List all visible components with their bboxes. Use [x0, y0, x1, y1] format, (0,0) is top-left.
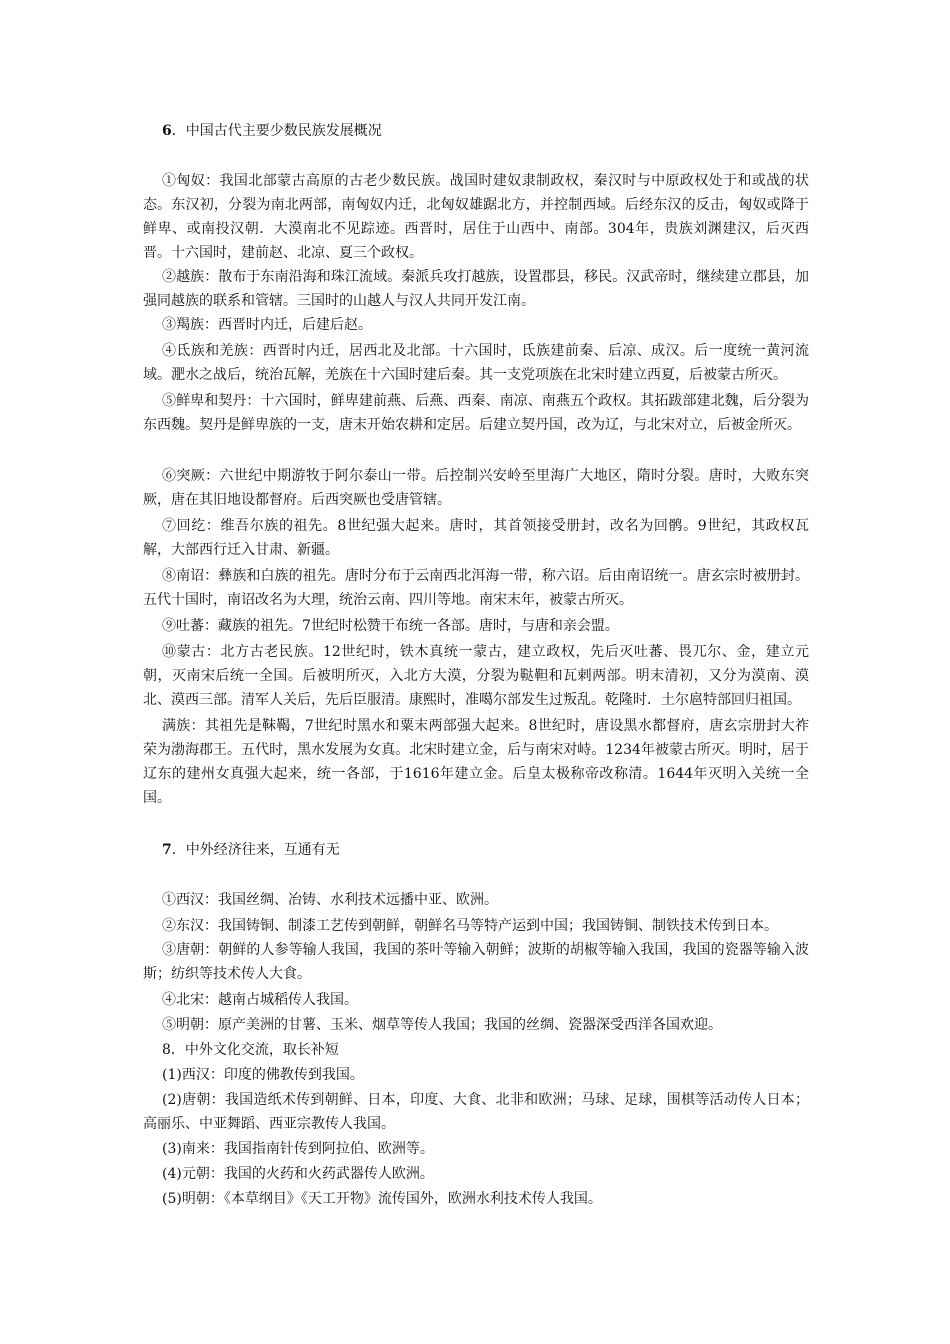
paragraph-di-qiang: ④氐族和羌族：西晋时内迁，居西北及北部。十六国时，氐族建前秦、后凉、成汉。后一度统一黄河流域。淝水之战后，统治瓦解，羌族在十六国时建后秦。其一支党项族在北宋时建立西夏，后被蒙古所灭。 — [143, 343, 809, 383]
paragraph-xianbei-qidan: ⑤鲜卑和契丹：十六国时，鲜卑建前燕、后燕、西秦、南凉、南燕五个政权。其拓跋部建北魏，后分裂为东西魏。契丹是鲜卑族的一支，唐末开始农耕和定居。后建立契丹国，改为辽，与北宋对立，后被金所灭。 — [143, 393, 809, 433]
paragraph-tubo: ⑨吐蕃：藏族的祖先。7世纪时松赞干布统一各部。唐时，与唐和亲会盟。 — [162, 618, 619, 634]
paragraph-manzu: 满族：其祖先是靺鞨，7世纪时黑水和粟末两部强大起来。8世纪时，唐设黑水都督府，唐玄宗册封大祚荣为渤海郡王。五代时，黑水发展为女真。北宋时建立金，后与南宋对峙。1234年被蒙古所灭。明时，居于辽东的建州女真强大起来，统一各部，于1616年建立金。后皇太极称帝改称清。1644年灭明入关统一全国。 — [143, 718, 809, 806]
section-7-title: ．中外经济往来，互通有无 — [171, 842, 340, 858]
paragraph-xiongnu: ①匈奴：我国北部蒙古高原的古老少数民族。战国时建奴隶制政权，秦汉时与中原政权处于和或战的状态。东汉初，分裂为南北两部，南匈奴内迁，北匈奴雄踞北方，并控制西域。后经东汉的反击，匈奴或降于鲜卑、或南投汉朝．大漠南北不见踪迹。西晋时，居住于山西中、南部。304年，贵族刘渊建汉，后灭西晋。十六国时，建前赵、北凉、夏三个政权。 — [143, 173, 809, 261]
paragraph-tujue: ⑥突厥：六世纪中期游牧于阿尔泰山一带。后控制兴安岭至里海广大地区，隋时分裂。唐时，大败东突厥，唐在其旧地设都督府。后西突厥也受唐管辖。 — [143, 468, 809, 508]
paragraph-nanzhao: ⑧南诏：彝族和白族的祖先。唐时分布于云南西北洱海一带，称六诏。后由南诏统一。唐玄宗时被册封。五代十国时，南诏改名为大理，统治云南、四川等地。南宋末年，被蒙古所灭。 — [143, 568, 809, 608]
paragraph-xihan-economy: ①西汉：我国丝绸、冶铸、水利技术远播中亚、欧洲。 — [162, 892, 498, 908]
section-7-number: 7 — [162, 842, 172, 858]
paragraph-menggu: ⑩蒙古：北方古老民族。12世纪时，铁木真统一蒙古，建立政权，先后灭吐蕃、畏兀尔、金，建立元朝，灭南宋后统一全国。后被明所灭，入北方大漠，分裂为鞑靼和瓦剌两部。明末清初，又分为漠南、漠北、漠西三部。清军人关后，先后臣服清。康熙时，准噶尔部发生过叛乱。乾隆时．土尔扈特部回归祖国。 — [143, 644, 809, 708]
paragraph-yue: ②越族：散布于东南沿海和珠江流域。秦派兵攻打越族，设置郡县，移民。汉武帝时，继续建立郡县，加强同越族的联系和管辖。三国时的山越人与汉人共同开发江南。 — [143, 269, 809, 309]
paragraph-tang-economy: ③唐朝：朝鲜的人参等输人我国，我国的茶叶等输入朝鲜；波斯的胡椒等输入我国，我国的瓷器等输入波斯；纺织等技术传人大食。 — [143, 942, 809, 982]
section-6-heading — [162, 121, 382, 141]
paragraph-beisong-economy: ④北宋：越南占城稻传人我国。 — [162, 992, 358, 1008]
paragraph-donghan-economy: ②东汉：我国铸铜、制漆工艺传到朝鲜，朝鲜名马等特产运到中国；我国铸铜、制铁技术传到日本。 — [162, 918, 778, 934]
paragraph-ming-culture: (5)明朝：《本草纲目》《天工开物》流传国外，欧洲水利技术传人我国。 — [162, 1191, 602, 1207]
paragraph-jie: ③羯族：西晋时内迁，后建后赵。 — [162, 317, 372, 333]
paragraph-tang-culture: (2)唐朝：我国造纸术传到朝鲜、日本，印度、大食、北非和欧洲；马球、足球，围棋等活动传人日本；高丽乐、中亚舞蹈、西亚宗教传人我国。 — [143, 1092, 809, 1132]
section-6-number: 6 — [162, 123, 172, 139]
paragraph-ming-economy: ⑤明朝：原产美洲的甘薯、玉米、烟草等传人我国；我国的丝绸、瓷器深受西洋各国欢迎。 — [162, 1017, 722, 1033]
paragraph-yuan-culture: (4)元朝：我国的火药和火药武器传人欧洲。 — [162, 1166, 434, 1182]
section-7-heading — [162, 840, 340, 860]
paragraph-huihe: ⑦回纥：维吾尔族的祖先。8世纪强大起来。唐时，其首领接受册封，改名为回鹘。9世纪，其政权瓦解，大部西行迁入甘肃、新疆。 — [143, 518, 809, 558]
paragraph-xihan-culture: (1)西汉：印度的佛教传到我国。 — [162, 1067, 364, 1083]
section-8-heading: 8．中外文化交流，取长补短 — [162, 1042, 339, 1058]
section-6-title: ．中国古代主要少数民族发展概况 — [171, 123, 382, 139]
paragraph-nansong-culture: (3)南来：我国指南针传到阿拉伯、欧洲等。 — [162, 1141, 434, 1157]
